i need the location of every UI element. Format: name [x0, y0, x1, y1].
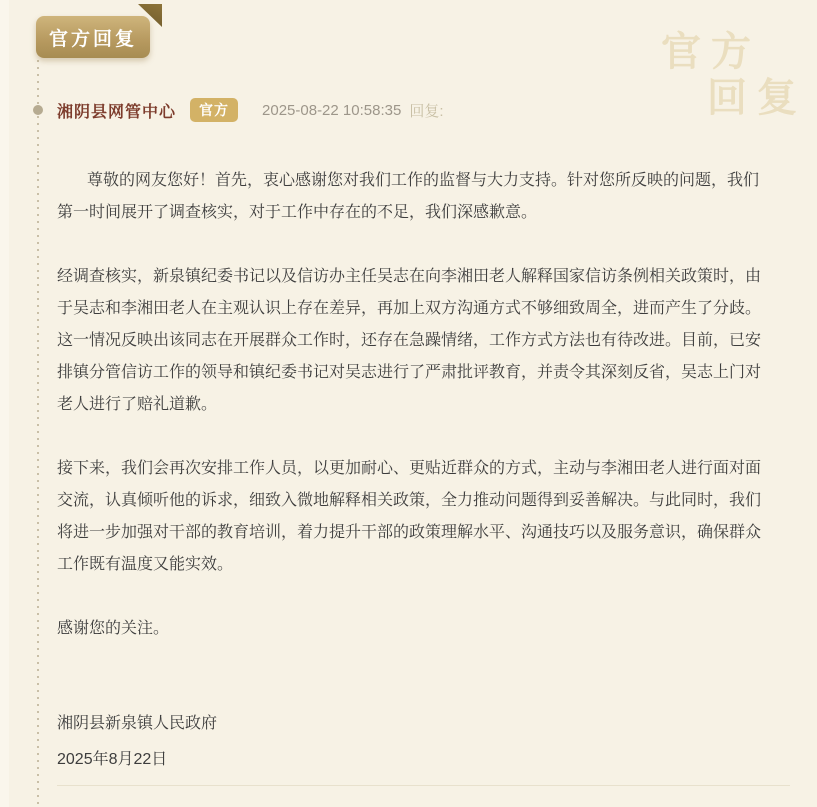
author-name: 湘阴县网管中心	[57, 103, 177, 121]
bottom-divider	[57, 785, 790, 786]
timeline-node-dot	[33, 105, 43, 115]
reply-card	[57, 96, 767, 786]
signature-organization: 湘阴县新泉镇人民政府	[57, 715, 218, 732]
signature-block	[57, 708, 767, 776]
signature-date: 2025年8月22日	[57, 751, 168, 768]
ribbon-fold-corner	[138, 4, 162, 27]
official-reply-ribbon	[36, 16, 150, 58]
official-reply-ribbon-label: 官方回复	[48, 28, 137, 50]
reply-header	[57, 96, 767, 124]
reply-action-label: 回复:	[409, 102, 444, 120]
watermark-line1: 官方	[661, 28, 761, 75]
reply-paragraph: 感谢您的关注。	[57, 620, 170, 637]
official-badge: 官方	[190, 98, 238, 122]
timeline-dotted-line	[37, 60, 39, 807]
reply-paragraph: 接下来，我们会再次安排工作人员，以更加耐心、更贴近群众的方式，主动与李湘田老人进行面对面交流，认真倾听他的诉求，细致入微地解释相关政策，全力推动问题得到妥善解决。与此同时，我们将进一步加强对干部的教育培训，着力提升干部的政策理解水平、沟通技巧以及服务意识，确保群众工作既有温度又能实效。	[57, 460, 762, 573]
reply-paragraph: 尊敬的网友您好！首先，衷心感谢您对我们工作的监督与大力支持。针对您所反映的问题，我们第一时间展开了调查核实，对于工作中存在的不足，我们深感歉意。	[57, 172, 760, 221]
reply-body	[57, 165, 767, 645]
reply-timestamp: 2025-08-22 10:58:35	[262, 101, 402, 119]
watermark-line2: 回复	[707, 74, 807, 121]
page-left-edge	[0, 0, 9, 807]
reply-paragraph: 经调查核实，新泉镇纪委书记以及信访办主任吴志在向李湘田老人解释国家信访条例相关政策时，由于吴志和李湘田老人在主观认识上存在差异，再加上双方沟通方式不够细致周全，进而产生了分歧。这一情况反映出该同志在开展群众工作时，还存在急躁情绪，工作方式方法也有待改进。目前，已安排镇分管信访工作的领导和镇纪委书记对吴志进行了严肃批评教育，并责令其深刻反省，吴志上门对老人进行了赔礼道歉。	[57, 268, 762, 413]
